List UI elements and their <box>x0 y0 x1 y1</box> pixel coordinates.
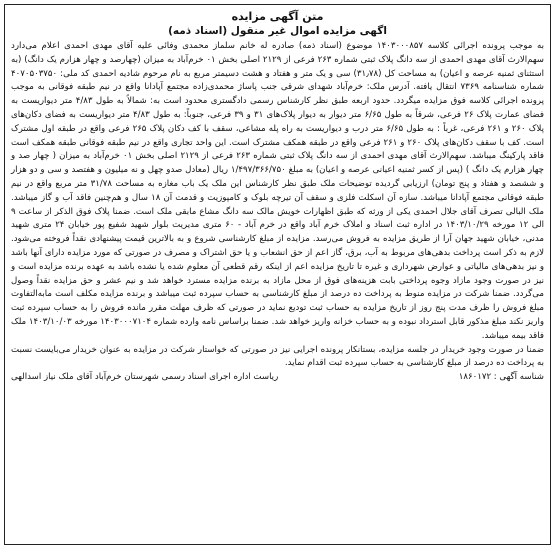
notice-paragraph-main: به موجب پرونده اجرائی کلاسه ۱۴۰۳۰۰۰۸۵۷ موضوع (اسناد ذمه) صادره له خانم سلماز محمدی وفائی علیه آقای مهدی احمدی اعلام می‌دارد سهم‌الارث آقای مهدی احمدی از سه دانگ پلاک ثبتی شماره ۲۶۳ فرعی از ۲۱۲۹ اصلی بخش ۰۱ خرم‌آباد به میزان (چهارصد و چهار هزارم یک دانگ) (به استثنای ثمنیه عرصه و اعیان) به مساحت کل (۳۱٫۷۸) سی و یک متر و هفتاد و هشت دسیمتر مربع به نام مرحوم شادیه احمدی کد ملی: ۴۰۷۰۵۰۳۷۵۰ شماره شناسنامه ۷۳۶۹ انتقال یافته. آدرس ملک: خرم‌آباد شهدای شرقی جنب پاساژ محمدی‌زاده مجتمع آپادانا واقع در نیم طبقه فوقانی به موجب پرونده اجرائی کلاسه فوق مزایده میگردد. حدود اربعه طبق نظر کارشناس رسمی دادگستری محدود است به: شمالاً به طول ۴/۸۳ متر دیواریست به فضای عمارت پلاک ۲۶ فرعی، شرقاً به طول ۶/۶۵ متر دیوار به دیوار پلاک‌های ۳۱ و ۳۹ فرعی، جنوباً: به طول ۴/۸۳ متر دیواریست به فضای دکان‌های پلاک ۲۶۰ و ۲۶۱ فرعی، غرباً : به طول ۶/۶۵ متر درب و دیواریست به راه پله مشاعی، سقف با کف دکان پلاک ۲۶۵ فرعی واقع در طبقه اول مشترک است. کف با سقف دکان‌های پلاک ۲۶۰ و ۲۶۱ فرعی واقع در طبقه همکف مشترک است. این واحد تجاری واقع در نیم طبقه فوقانی طبقه همکف است فاقد پارکینگ میباشد. سهم‌الارث آقای مهدی احمدی از سه دانگ پلاک ثبتی شماره ۲۶۳ فرعی از ۲۱۲۹ اصلی بخش ۰۱ خرم‌آباد به میزان ( چهار صد و چهار هزارم یک دانگ ) (پس از کسر ثمنیه اعیانی عرصه و اعیان) به مبلغ ۱/۴۹۷/۳۶۶/۷۵۰ ریال (معادل صدو چهل و نه میلیون و هفتصد و سی و دو هزار و ششصد و هفتاد و پنج تومان) ارزیابی گردیده توضیحات ملک طبق نظر کارشناس این ملک یک باب مغازه به مساحت ۳۱/۷۸ متر مربع واقع در نیم طبقه فوقانی مجتمع آپادانا میباشد. سازه آن اسکلت فلزی و سقف آن تیرچه بلوک و کامپوزیت و قدمت آن ۱۸ سال و هم‌چنین فاقد آب و گاز میباشد. ملک البالی تصرف آقای جلال احمدی یکی از ورثه که طبق اظهارات خویش مالک سه دانگ مشاع مابقی ملک است. ضمنا پلاک فوق الذکر از ساعت ۹ الی ۱۲ مورخه ۱۴۰۳/۱۰/۲۹ در اداره ثبت اسناد و املاک خرم آباد واقع در خرم آباد - ۶۰ متری مدیریت بلوار شهید شفیع پور خیابان ۲۴ متری شهید مدنی، خیابان شهید جهان آرا از طریق مزایده به فروش می‌رسد. مزایده از مبلغ کارشناسی شروع و به بالاترین قیمت پیشنهادی نقداً فروخته می‌شود. لازم به ذکر است پرداخت بدهی‌های مربوط به آب، برق، گاز اعم از حق انشعاب و یا حق اشتراک و مصرف در صورتی که مورد مزایده دارای آنها باشد و نیز بدهی‌های مالیاتی و عوارض شهرداری و غیره تا تاریخ مزایده اعم از اینکه رقم قطعی آن معلوم شده یا نشده باشد به عهده برنده مزایده است و نیز در صورت وجود مازاد وجوه پرداختی بابت هزینه‌های فوق از محل مازاد به برنده مزایده مسترد خواهد شد و نیم عشر و حق مزایده نقداً وصول می‌گردد. ضمنا شرکت در مزایده منوط به پرداخت ده درصد از مبلغ کارشناسی به حساب سپرده ثبت میباشد و برنده مزایده مکلف است مابه‌التفاوت مبلغ فروش را ظرف مدت پنج روز از تاریخ مزایده به حساب ثبت تودیع نماید در صورتی که ظرف مهلت مقرر مانده فروش را به حساب سپرده ثبت واریز نکند مبلغ مذکور قابل استرداد نبوده و به حساب خزانه واریز خواهد شد. ضمنا براساس نامه وارده شماره ۱۴۰۳۰۰۰۷۱۰۴ مورخه ۱۴۰۳/۱۰/۰۳ ملک فاقد بیمه میباشد. <box>11 41 545 341</box>
notice-footer <box>11 371 544 385</box>
notice-body <box>11 40 544 371</box>
auction-notice <box>4 4 551 545</box>
notice-serial: شناسه آگهی : ۱۸۶۰۱۷۲ <box>458 372 544 383</box>
issuing-office: ریاست اداره اجرای اسناد رسمی شهرستان خرم‌آباد آقای ملک نیاز اسدالهی <box>11 372 279 383</box>
footer-row <box>11 371 544 385</box>
notice-paragraph-buyer: ضمنا در صورت وجود خریدار در جلسه مزایده، بستانکار پرونده اجرایی نیز در صورتی که خواستار شرکت در مزایده به عنوان خریدار می‌بایست نسبت به پرداخت ده درصد از مبلغ کارشناسی به حساب سپرده ثبت اقدام نماید. <box>11 344 544 369</box>
notice-subtitle: اگهی مزایده اموال غیر منقول (اسناد ذمه) <box>168 25 387 37</box>
notice-title: متن آگهی مزایده <box>231 10 324 23</box>
